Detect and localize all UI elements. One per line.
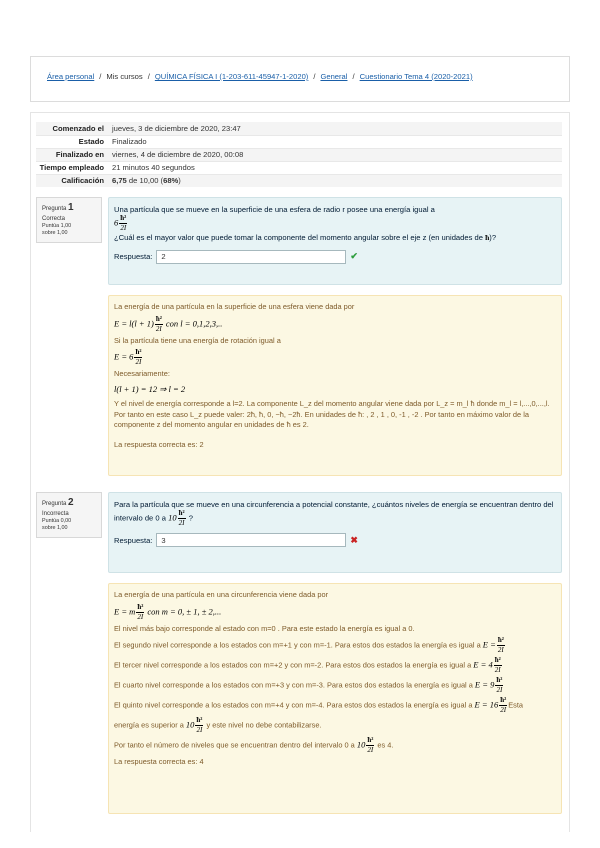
formula-coef: 10 — [185, 719, 195, 730]
breadcrumb-separator: / — [147, 72, 150, 81]
equation-left: E = l(l + 1) — [114, 318, 154, 329]
feedback-text: El cuarto nivel corresponde a los estados con m=+3 y con m=-3. Para estos dos estados la energía es igual a — [114, 680, 473, 690]
summary-label: Estado — [36, 135, 110, 148]
formula-coef: 6 — [114, 217, 119, 228]
fraction-denominator: 2I — [494, 666, 501, 675]
question-2-info — [36, 492, 102, 538]
feedback-text: El quinto nivel corresponde a los estados con m=+4 y con m=-4. Para estos dos estados la energía es igual a — [114, 700, 473, 710]
answer-row — [114, 533, 556, 547]
question-status: Correcta — [42, 215, 66, 222]
correct-check-icon: ✔ — [350, 251, 358, 262]
fraction-denominator: 2I — [178, 519, 185, 528]
fraction-numerator: ħ² — [120, 214, 127, 223]
feedback-text: Por tanto el número de niveles que se encuentran dentro del intervalo 0 a — [114, 740, 355, 750]
summary-label: Calificación — [36, 174, 110, 187]
feedback-text: La energía de una partícula en una circunferencia viene dada por — [114, 590, 329, 599]
fraction-numerator: ħ² — [135, 348, 142, 357]
feedback-text: Si la partícula tiene una energía de rotación igual a — [114, 335, 281, 345]
answer-label: Respuesta: — [114, 535, 153, 545]
formula-fraction — [155, 316, 163, 333]
fraction-numerator: ħ² — [497, 636, 504, 645]
question-prompt-text: ¿Cuál es el mayor valor que puede tomar la componente del momento angular sobre el eje z (en unidades de — [114, 233, 483, 243]
question-1-content — [108, 197, 562, 285]
equation-left: E = 16 — [474, 699, 499, 710]
question-text: Para la partícula que se mueve en una circunferencia a potencial constante, ¿cuántos niveles de energía se encuentran dentro del — [114, 500, 554, 509]
attempt-summary-table — [36, 122, 562, 187]
summary-value: 21 minutos 40 segundos — [110, 161, 562, 174]
fraction-denominator: 2I — [137, 612, 144, 621]
formula-fraction — [119, 215, 127, 232]
feedback-text: El segundo nivel corresponde a los estados con m=+1 y con m=-1. Para estos dos estados la energía es igual a — [114, 640, 481, 650]
fraction-numerator: ħ² — [178, 509, 185, 518]
fraction-numerator: ħ² — [196, 716, 203, 725]
fraction-denominator: 2I — [367, 746, 374, 755]
breadcrumb-panel — [30, 56, 570, 102]
breadcrumb — [47, 72, 473, 81]
summary-row — [36, 174, 562, 187]
answer-row — [114, 250, 556, 264]
summary-row — [36, 122, 562, 135]
feedback-text: El tercer nivel corresponde a los estados con m=+2 y con m=-2. Para estos dos estados la energía es igual a — [114, 660, 472, 670]
feedback-line — [114, 657, 556, 674]
summary-row — [36, 135, 562, 148]
fraction-numerator: ħ² — [137, 602, 144, 611]
breadcrumb-course-link[interactable]: QUÍMICA FÍSICA I (1-203-611-45947-1-2020) — [154, 72, 309, 81]
question-1-feedback — [108, 295, 562, 476]
formula-fraction — [494, 657, 502, 674]
summary-label: Tiempo empleado — [36, 161, 110, 174]
question-label: Pregunta — [42, 501, 67, 507]
question-max: sobre 1,00 — [42, 524, 68, 531]
fraction-numerator: ħ² — [494, 656, 501, 665]
feedback-equation — [114, 316, 556, 333]
feedback-text: Necesariamente: — [114, 369, 170, 379]
equation-left: E = 6 — [114, 351, 134, 362]
feedback-text: y este nivel no debe contabilizarse. — [206, 720, 322, 730]
feedback-text: El nivel más bajo corresponde al estado con m=0 . Para este estado la energía es igual a 0. — [114, 623, 415, 633]
answer-input[interactable] — [156, 250, 346, 264]
answer-input[interactable] — [156, 533, 346, 547]
equation-left: E = — [482, 639, 496, 650]
formula-fraction — [136, 604, 144, 621]
feedback-equation — [114, 604, 556, 621]
correct-answer-text: La respuesta correcta es: 2 — [114, 440, 204, 450]
feedback-equation — [114, 349, 556, 366]
feedback-equation: l(l + 1) = 12 ⇒ l = 2 — [114, 384, 186, 395]
summary-row — [36, 148, 562, 161]
fraction-numerator: ħ² — [500, 696, 507, 705]
question-prompt-end: )? — [489, 233, 497, 243]
question-label: Pregunta — [42, 206, 67, 212]
formula-fraction — [134, 349, 142, 366]
question-1-info — [36, 197, 102, 243]
fraction-numerator: ħ² — [367, 736, 374, 745]
summary-label: Finalizado en — [36, 148, 110, 161]
breadcrumb-separator: / — [99, 72, 102, 81]
summary-value: Finalizado — [110, 135, 562, 148]
formula-fraction — [178, 510, 186, 527]
question-score: Puntúa 1,00 — [42, 222, 72, 229]
summary-label: Comenzado el — [36, 122, 110, 135]
question-status: Incorrecta — [42, 510, 69, 517]
question-prompt — [114, 232, 556, 243]
breadcrumb-quiz-link[interactable]: Cuestionario Tema 4 (2020-2021) — [359, 72, 473, 81]
question-max: sobre 1,00 — [42, 229, 68, 236]
summary-row — [36, 161, 562, 174]
question-number: 2 — [68, 497, 74, 508]
question-prompt-end: ? — [188, 513, 193, 523]
feedback-line — [114, 637, 556, 654]
question-number: 1 — [68, 202, 74, 213]
question-2-feedback — [108, 583, 562, 814]
incorrect-cross-icon: ✖ — [350, 534, 358, 545]
fraction-numerator: ħ² — [155, 314, 162, 323]
summary-value: viernes, 4 de diciembre de 2020, 00:08 — [110, 148, 562, 161]
fraction-denominator: 2I — [497, 646, 504, 655]
formula-fraction — [499, 697, 507, 714]
fraction-denominator: 2I — [155, 324, 162, 333]
question-score: Puntúa 0,00 — [42, 517, 72, 524]
formula-fraction — [366, 737, 374, 754]
breadcrumb-my-courses: Mis cursos — [106, 72, 143, 81]
breadcrumb-separator: / — [352, 72, 355, 81]
summary-value: jueves, 3 de diciembre de 2020, 23:47 — [110, 122, 562, 135]
grade-value — [110, 174, 562, 187]
formula-coef: 10 — [168, 512, 177, 523]
question-formula — [114, 215, 556, 232]
feedback-line — [114, 677, 556, 694]
grade-max: de 10,00 ( — [126, 176, 164, 186]
feedback-text: Esta — [508, 700, 523, 710]
feedback-text: Y el nivel de energía corresponde a l=2. La componente L_z del momento angular viene dada por L_z = m_l ħ donde m_l = l,...,0,...,l. Por tanto en este caso L_z puede valer: 2ħ, ħ, 0, −ħ, −2ħ. En unidades de ħ: , 2 , 1 , 0, -1 , -2 . Por tanto en máximo valor de la componente z del momento angular en unidades de ħ es 2. — [114, 398, 550, 430]
formula-coef: 10 — [356, 739, 366, 750]
grade-score: 6,75 — [112, 176, 127, 186]
fraction-denominator: 2I — [496, 686, 503, 695]
fraction-denominator: 2I — [135, 358, 142, 367]
answer-label: Respuesta: — [114, 252, 153, 262]
question-2-content — [108, 492, 562, 573]
equation-left: E = 9 — [474, 679, 495, 690]
breadcrumb-separator: / — [313, 72, 316, 81]
fraction-denominator: 2I — [120, 224, 127, 233]
equation-right: con m = 0, ± 1, ± 2,... — [147, 606, 222, 617]
breadcrumb-home-link[interactable]: Área personal — [47, 72, 95, 81]
formula-fraction — [495, 677, 503, 694]
question-text: Una partícula que se mueve en la superficie de una esfera de radio r posee una energía igual a — [114, 205, 435, 214]
feedback-line — [114, 697, 556, 714]
feedback-text: La energía de una partícula en la superficie de una esfera viene dada por — [114, 302, 355, 311]
equation-left: E = m — [114, 606, 136, 617]
question-prompt-text: intervalo de 0 a — [114, 513, 166, 523]
fraction-numerator: ħ² — [496, 676, 503, 685]
feedback-line — [114, 737, 556, 754]
feedback-text: es 4. — [377, 740, 394, 750]
fraction-denominator: 2I — [500, 706, 507, 715]
equation-left: E = 4 — [473, 659, 493, 670]
question-prompt — [114, 510, 556, 527]
breadcrumb-general-link[interactable]: General — [320, 72, 348, 81]
equation-right: con l = 0,1,2,3,.. — [165, 318, 223, 329]
fraction-denominator: 2I — [196, 726, 203, 735]
grade-percent: 68% — [163, 176, 179, 186]
feedback-text: energía es superior a — [114, 720, 184, 730]
formula-fraction — [497, 637, 505, 654]
correct-answer-text: La respuesta correcta es: 4 — [114, 757, 204, 767]
grade-close: ) — [178, 176, 181, 186]
formula-fraction — [195, 717, 203, 734]
feedback-line — [114, 717, 556, 734]
hbar-symbol: ħ — [485, 233, 490, 243]
